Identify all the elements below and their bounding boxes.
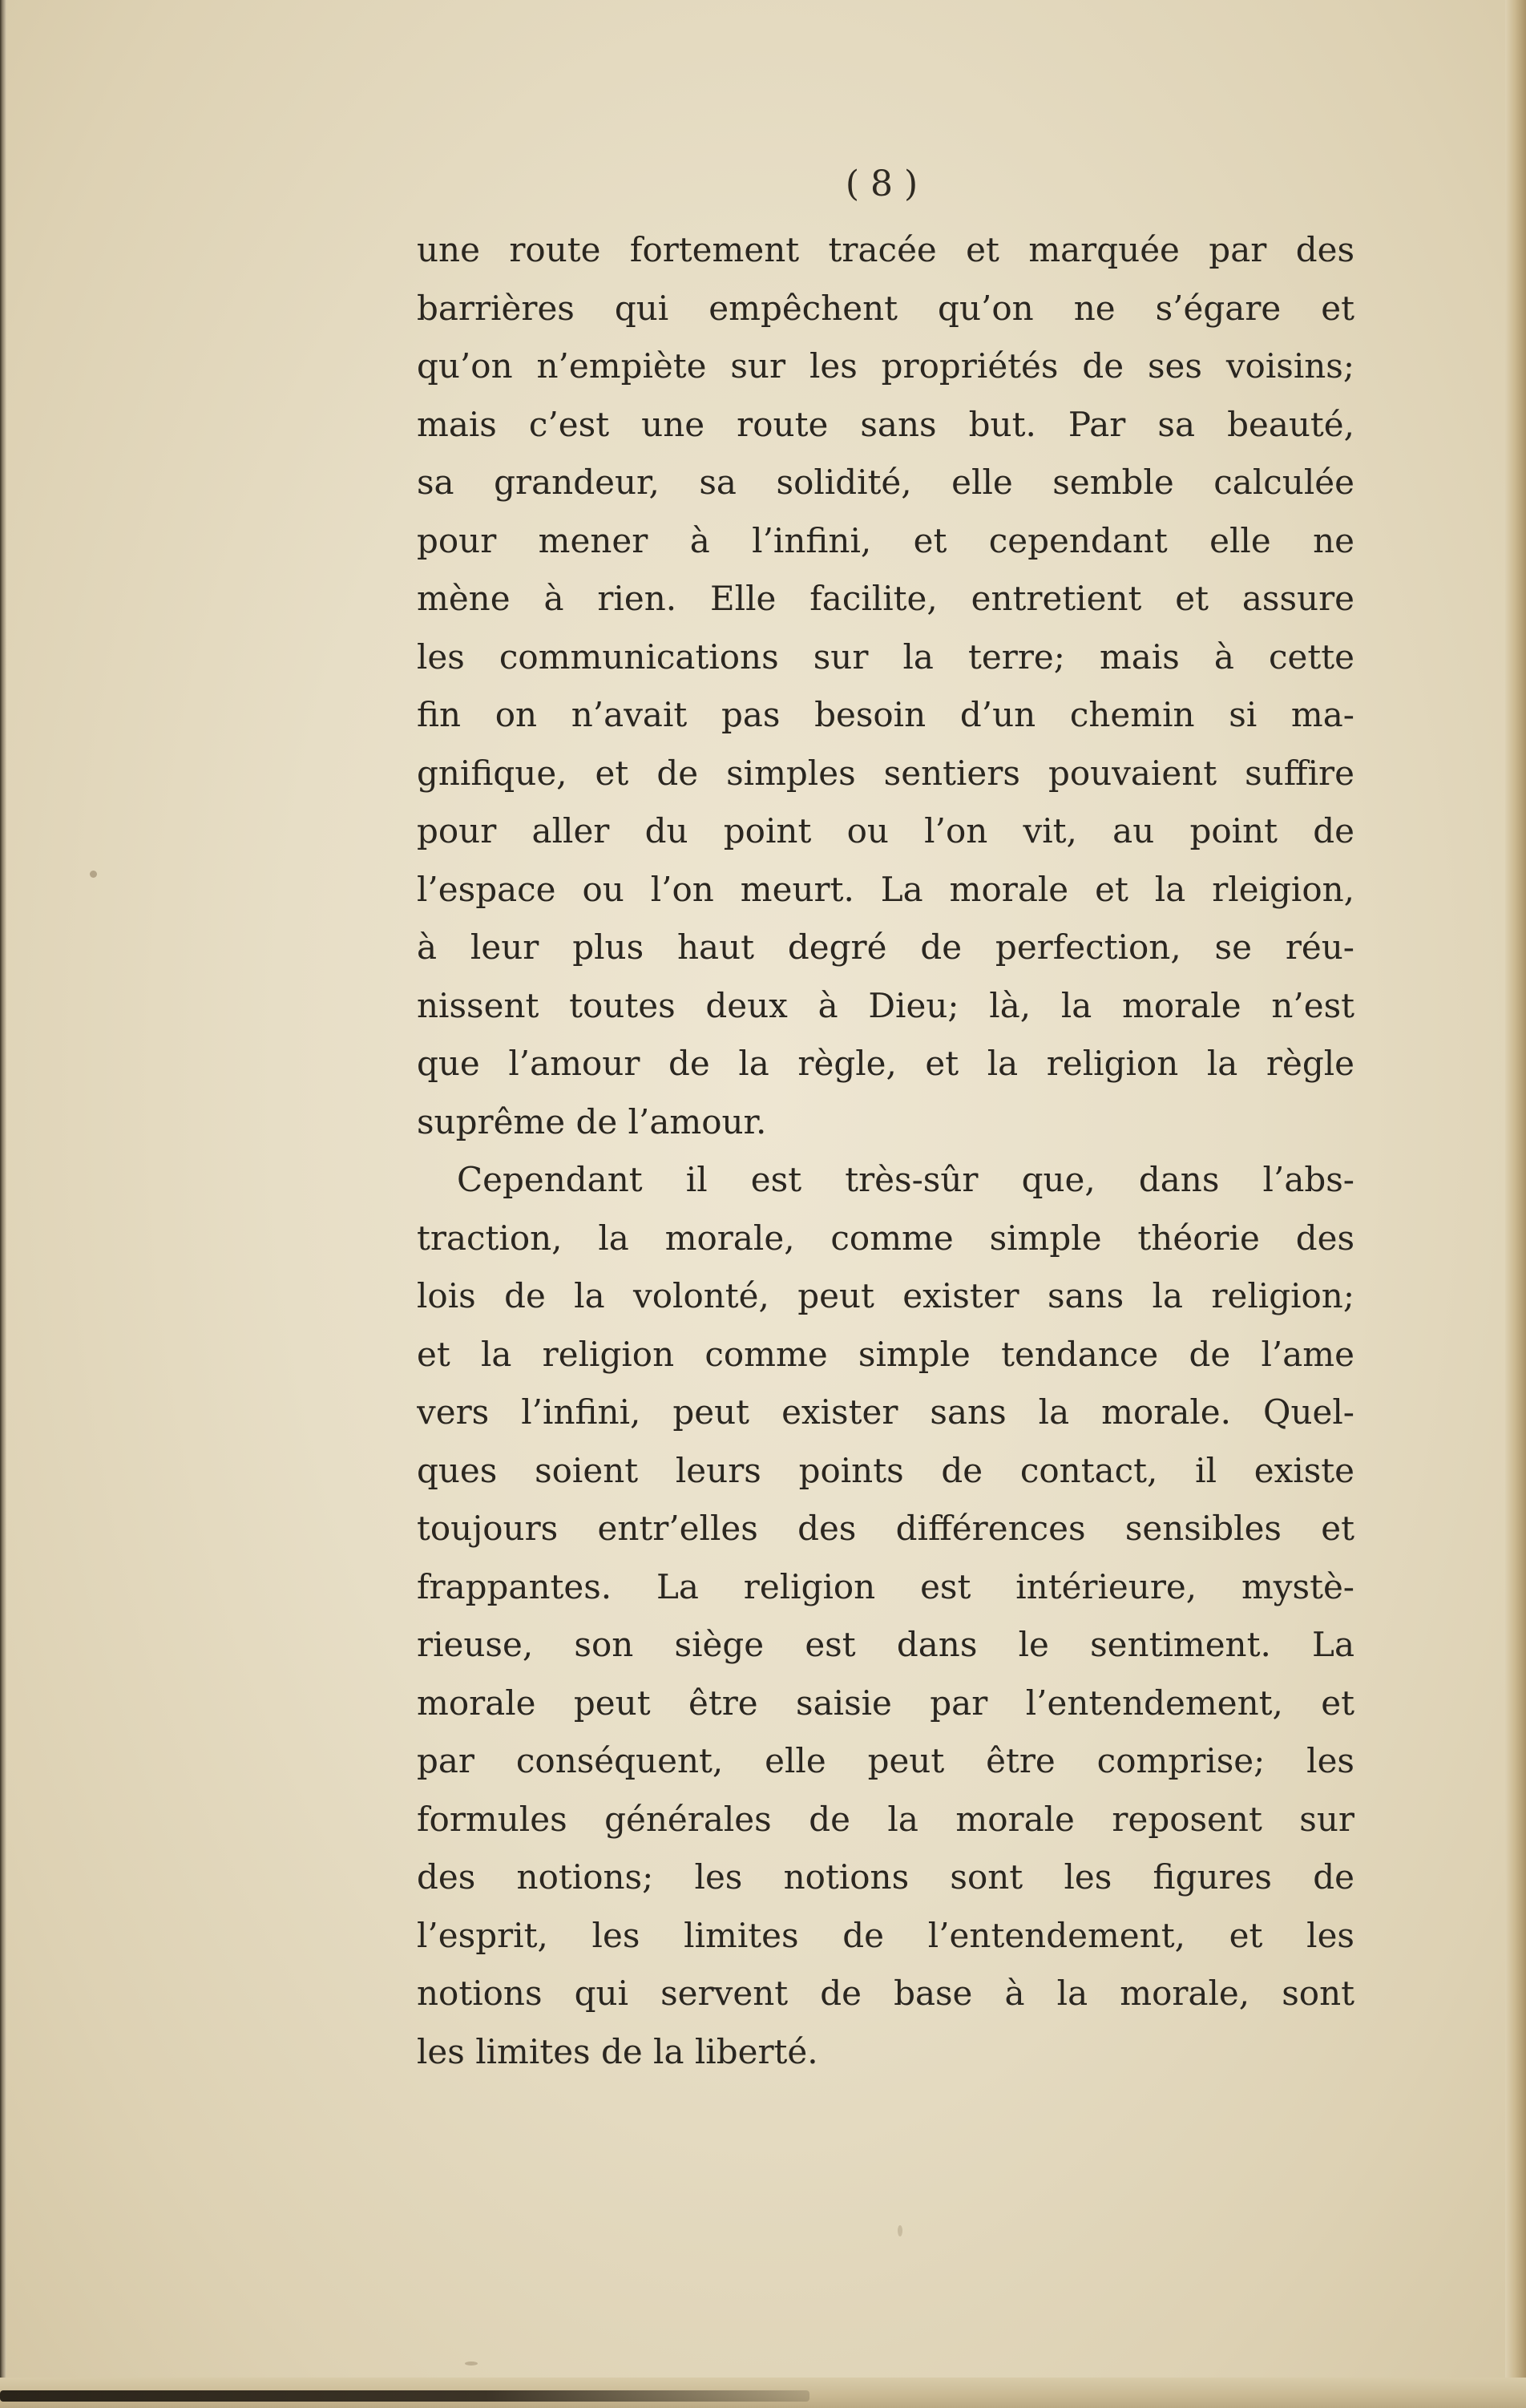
text-line: à leur plus haut degré de perfection, se réu- xyxy=(417,927,1354,967)
text-line: toujours entr’elles des différences sensibles et xyxy=(417,1509,1354,1548)
text-line: suprême de l’amour. xyxy=(417,1101,767,1141)
paper-speck xyxy=(90,871,97,878)
text-line: formules générales de la morale reposent sur xyxy=(417,1799,1354,1839)
text-line: sa grandeur, sa solidité, elle semble calculée xyxy=(417,463,1354,502)
text-line: les limites de la liberté. xyxy=(417,2031,818,2071)
text-line: Cependant il est très-sûr que, dans l’abs- xyxy=(457,1160,1354,1199)
text-line: ques soient leurs points de contact, il existe xyxy=(417,1450,1354,1490)
text-line: qu’on n’empiète sur les propriétés de ses voisins; xyxy=(417,346,1354,386)
text-line: mène à rien. Elle facilite, entretient et assure xyxy=(417,579,1354,618)
text-line: rieuse, son siège est dans le sentiment. La xyxy=(417,1625,1354,1664)
text-line: pour aller du point ou l’on vit, au point de xyxy=(417,811,1354,850)
paragraph-2 xyxy=(417,1151,1354,2081)
text-line: par conséquent, elle peut être comprise; les xyxy=(417,1741,1354,1780)
text-line: une route fortement tracée et marquée par des xyxy=(417,230,1354,269)
text-line: traction, la morale, comme simple théorie des xyxy=(417,1218,1354,1258)
text-line: pour mener à l’infini, et cependant elle ne xyxy=(417,520,1354,560)
text-line: l’esprit, les limites de l’entendement, et les xyxy=(417,1915,1354,1955)
page-left-edge xyxy=(0,0,6,2408)
paper-speck xyxy=(898,2225,902,2236)
text-line: notions qui servent de base à la morale, sont xyxy=(417,1974,1354,2013)
text-line: vers l’infini, peut exister sans la morale. Quel- xyxy=(417,1392,1354,1432)
text-line: les communications sur la terre; mais à cette xyxy=(417,636,1354,677)
text-line: fin on n’avait pas besoin d’un chemin si ma- xyxy=(417,695,1354,734)
text-line: lois de la volonté, peut exister sans la religion; xyxy=(417,1276,1354,1315)
page-right-edge xyxy=(1505,0,1526,2408)
text-line: morale peut être saisie par l’entendement, et xyxy=(417,1683,1354,1723)
text-line: mais c’est une route sans but. Par sa beauté, xyxy=(417,404,1354,444)
paragraph-1 xyxy=(417,221,1354,1151)
text-line: barrières qui empêchent qu’on ne s’égare et xyxy=(417,288,1354,328)
text-line: nissent toutes deux à Dieu; là, la morale n’est xyxy=(417,985,1354,1025)
text-line: frappantes. La religion est intérieure, mystè- xyxy=(417,1566,1354,1606)
page-bottom-dark-band xyxy=(0,2390,809,2402)
paper-speck xyxy=(465,2362,478,2366)
text-line: gnifique, et de simples sentiers pouvaient suffire xyxy=(417,753,1354,793)
text-line: l’espace ou l’on meurt. La morale et la rleigion, xyxy=(417,869,1354,909)
body-text xyxy=(417,221,1354,2081)
text-line: et la religion comme simple tendance de l’ame xyxy=(417,1334,1354,1374)
page-number: ( 8 ) xyxy=(845,164,918,204)
text-line: des notions; les notions sont les figures de xyxy=(417,1857,1354,1897)
text-line: que l’amour de la règle, et la religion la règle xyxy=(417,1044,1354,1083)
